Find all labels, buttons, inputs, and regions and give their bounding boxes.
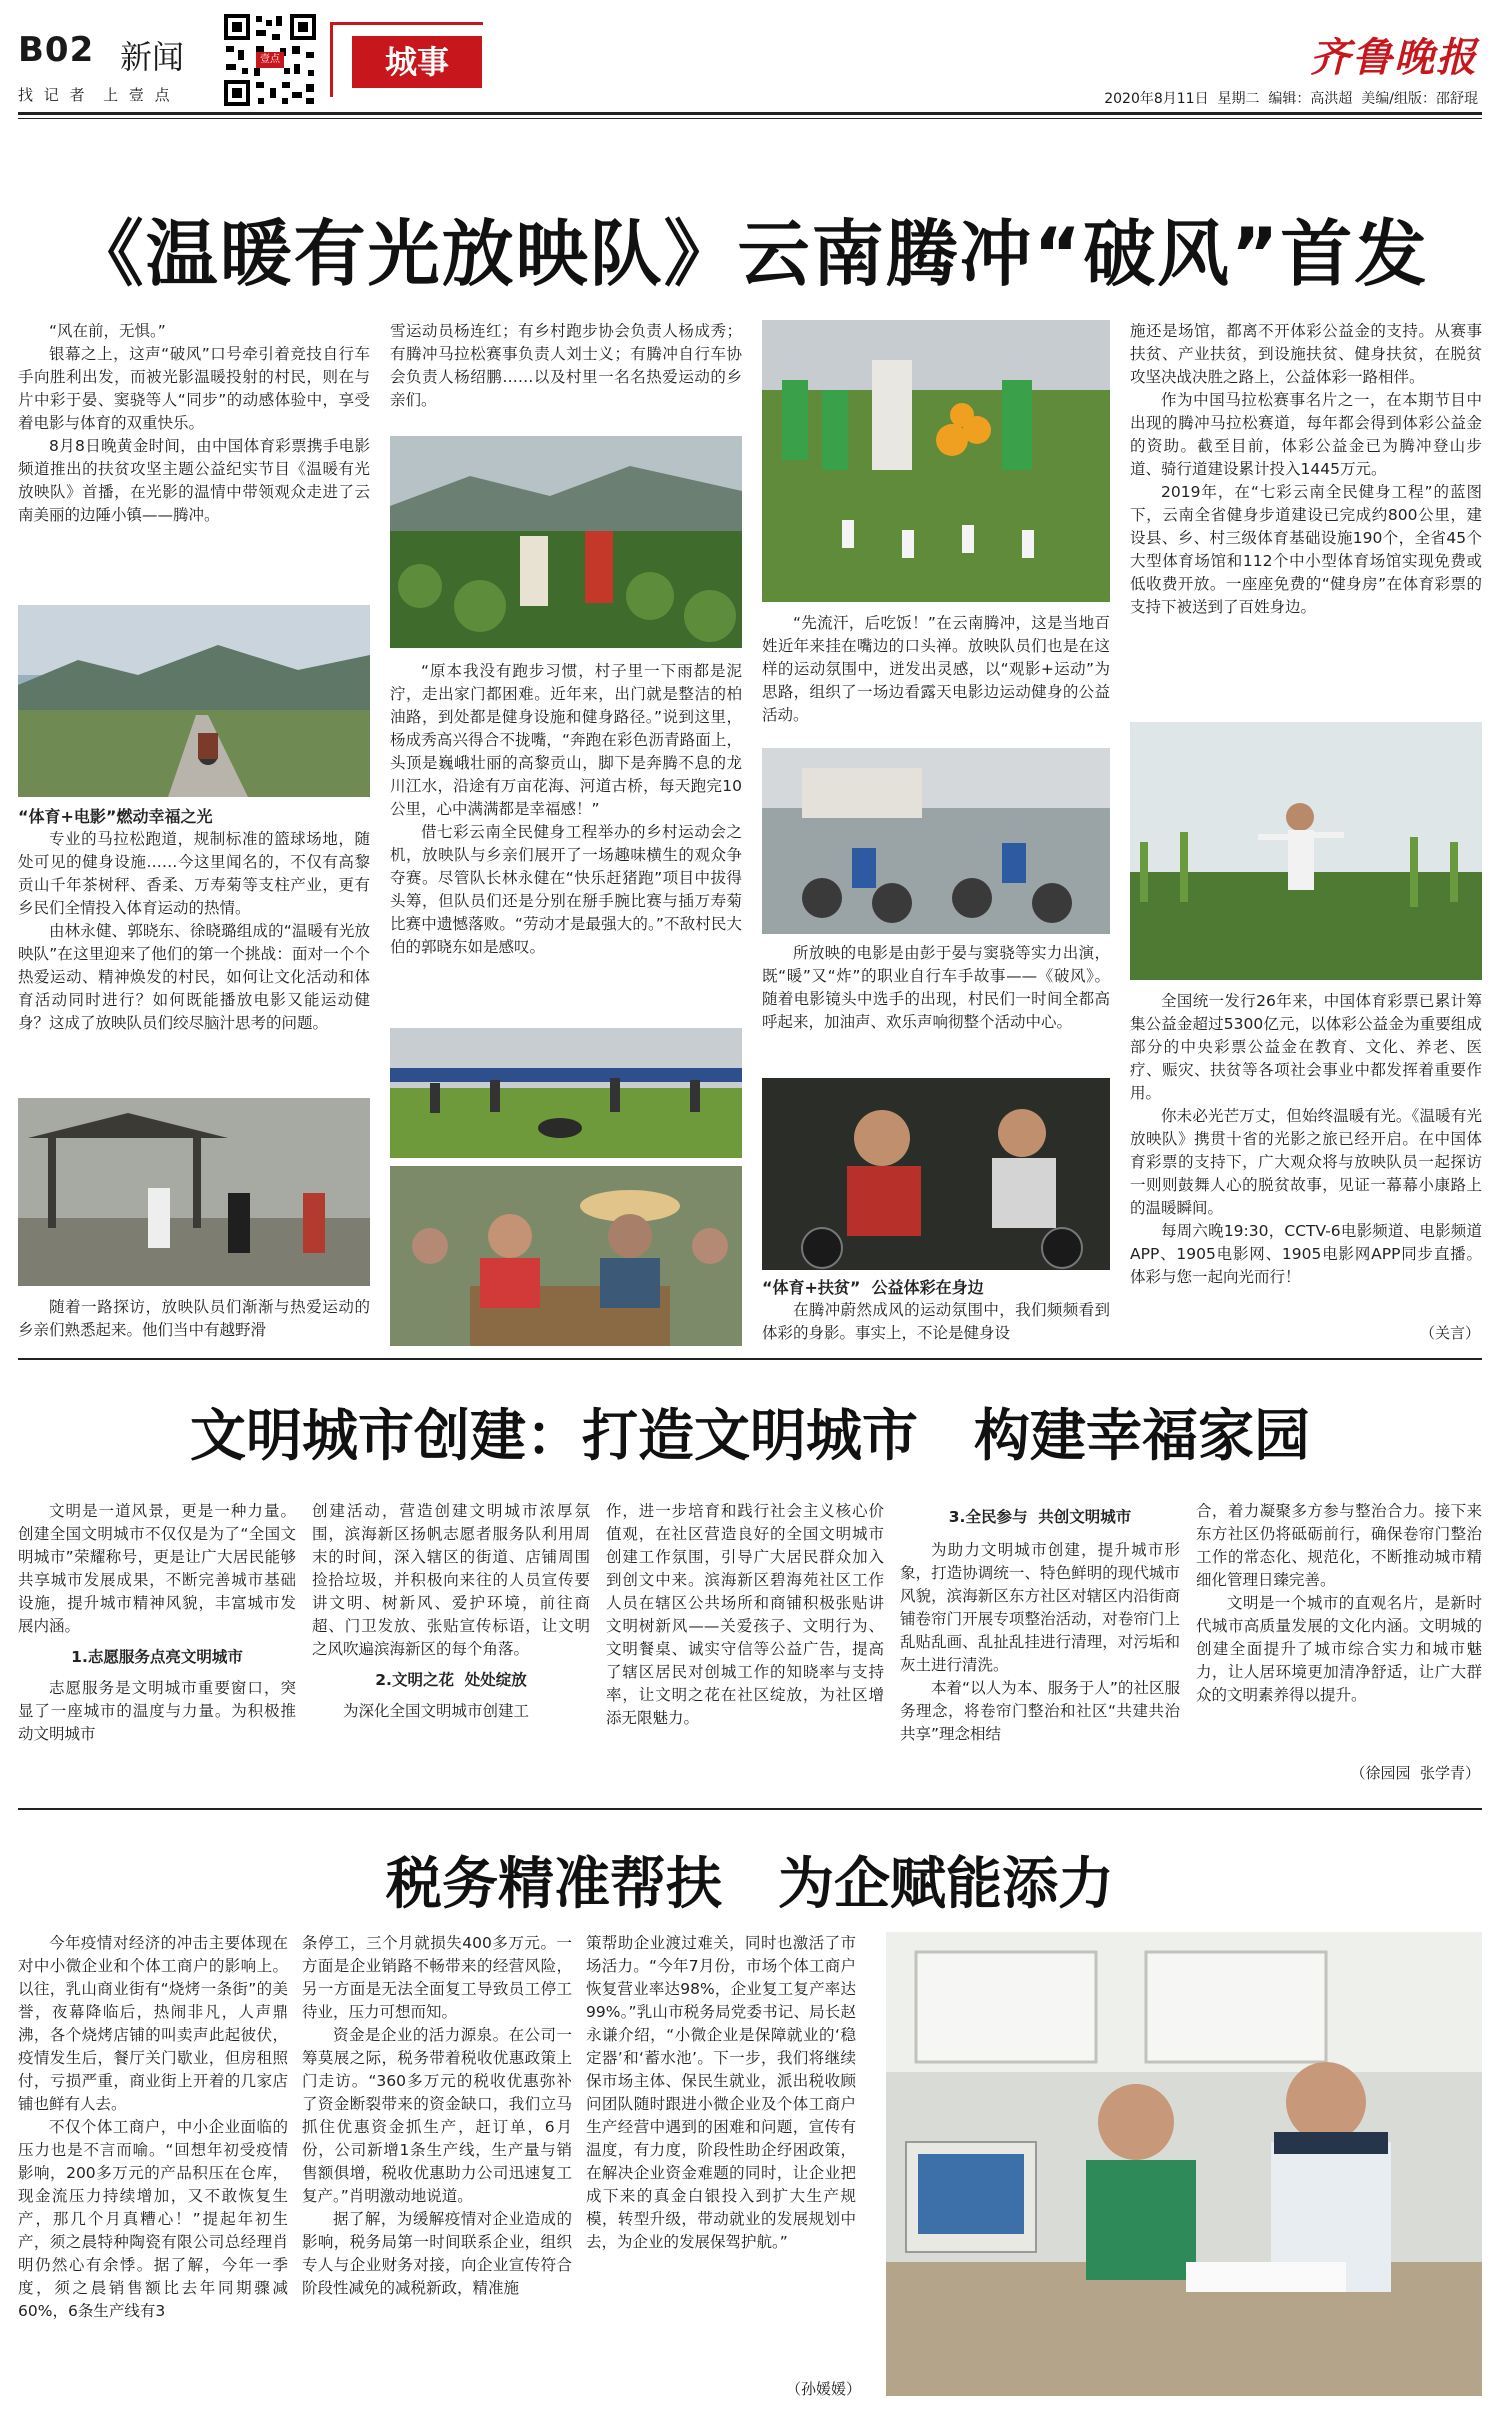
paragraph: 全国统一发行26年来，中国体育彩票已累计筹集公益金超过5300亿元，以体彩公益金为重要组成部分的中央彩票公益金在教育、文化、养老、医疗、赈灾、扶贫等各项社会事业中都发挥着重要作用。 <box>1130 992 1482 1102</box>
paragraph: 所放映的电影是由彭于晏与窦骁等实力出演，既“暖”又“炸”的职业自行车手故事——《破风》。随着电影镜头中选手的出现，村民们一时间全都高呼起来，加油声、欢乐声响彻整个活动中心。 <box>762 944 1110 1031</box>
slogan: 找 记 者 上 壹 点 <box>18 86 173 104</box>
page-number: B02 <box>18 30 95 70</box>
paragraph: 每周六晚19:30，CCTV-6电影频道、电影频道APP、1905电影网、1905电影网APP同步直播。体彩与您一起向光而行！ <box>1130 1222 1482 1286</box>
qr-code-icon <box>222 12 318 108</box>
photo-girl-in-field <box>1130 722 1482 980</box>
photo-pig-race <box>390 1028 742 1158</box>
paragraph: 作为中国马拉松赛事名片之一，在本期节目中出现的腾冲马拉松赛道，每年都会得到体彩公益金的资助。截至目前，体彩公益金已为腾冲登山步道、骑行道建设累计投入1445万元。 <box>1130 391 1482 478</box>
newspaper-logo: 齐鲁晚报 <box>1310 34 1478 81</box>
paragraph: 资金是企业的活力源泉。在公司一筹莫展之际，税务带着税收优惠政策上门走访。“360多万元的税收优惠弥补了资金断裂带来的资金缺口，我们立马抓住优惠资金抓生产，赶订单，6月份，公司新增1条生产线，生产量与销售额俱增，税收优惠助力公司迅速复工复产。”肖明激动地说道。 <box>302 2026 572 2205</box>
article1-col1-mid <box>18 805 370 1085</box>
photo-motorcycle-road <box>18 605 370 797</box>
article3-col2 <box>302 1932 572 2404</box>
date-line: 2020年8月11日 星期二 编辑：高洪超 美编/组版：邵舒琨 <box>1104 91 1478 107</box>
article1-col4-top <box>1130 320 1482 720</box>
paragraph: 为助力文明城市创建，提升城市形象，打造协调统一、特色鲜明的现代城市风貌，滨海新区东方社区对辖区内沿街商铺卷帘门开展专项整治活动，对卷帘门上乱贴乱画、乱扯乱挂进行清理，对污垢和灰土进行清洗。 <box>900 1541 1180 1674</box>
article1-col1-top <box>18 320 370 595</box>
subhead-volunteer: 1.志愿服务点亮文明城市 <box>71 1648 243 1666</box>
paragraph: 合，着力凝聚多方参与整治合力。接下来东方社区仍将砥砺前行，确保卷帘门整治工作的常态化、规范化，不断推动城市精细化管理日臻完善。 <box>1196 1502 1482 1589</box>
article3-headline: 税务精准帮扶 为企赋能添力 <box>386 1852 1114 1917</box>
paragraph: 本着“以人为本、服务于人”的社区服务理念，将卷帘门整治和社区“共建共治共享”理念相结 <box>900 1679 1180 1743</box>
qr-badge: 壹点 <box>260 54 280 65</box>
subhead-sports-poverty: “体育+扶贫” 公益体彩在身边 <box>762 1278 984 1297</box>
paragraph: 文明是一道风景，更是一种力量。创建全国文明城市不仅仅是为了“全国文明城市”荣耀称号，更是让广大居民能够共享城市发展成果，不断完善城市基础设施，提升城市精神风貌，丰富城市发展内涵。 <box>18 1502 296 1635</box>
article2-col1 <box>18 1500 296 1790</box>
paragraph: 随着一路探访，放映队员们渐渐与热爱运动的乡亲们熟悉起来。他们当中有越野滑 <box>18 1298 370 1339</box>
article1-col2-mid <box>390 660 742 1020</box>
article1-headline: 《温暖有光放映队》云南腾冲“破风”首发 <box>71 212 1429 296</box>
subhead-sports-film: “体育+电影”燃动幸福之光 <box>18 807 213 826</box>
article1-col4-bottom <box>1130 990 1482 1320</box>
paragraph: 文明是一个城市的直观名片，是新时代城市高质量发展的文化内涵。文明城的创建全面提升了城市综合实力和城市魅力，让人居环境更加清净舒适，让广大群众的文明素养得以提升。 <box>1196 1594 1482 1704</box>
photo-tobacco-field <box>390 436 742 648</box>
paragraph: 据了解，为缓解疫情对企业造成的影响，税务局第一时间联系企业，组织专人与企业财务对接，向企业宣传符合阶段性减免的减税新政，精准施 <box>302 2210 572 2297</box>
paragraph: 2019年，在“七彩云南全民健身工程”的蓝图下，云南全省健身步道建设已完成约800公里，建设县、乡、村三级体育基础设施190个，全省45个大型体育场馆和112个中小型体育场馆实现免费或低收费开放。一座座免费的“健身房”在体育彩票的支持下被送到了百姓身边。 <box>1130 483 1482 616</box>
article2-col3 <box>606 1500 884 1790</box>
paragraph: 借七彩云南全民健身工程举办的乡村运动会之机，放映队与乡亲们展开了一场趣味横生的观众争夺赛。尽管队长林永健在“快乐赶猪跑”项目中拔得头筹，但队员们还是分别在掰手腕比赛与插万寿菊比赛中遗憾落败。“劳动才是最强大的。”不敌村民大伯的郭晓东如是感叹。 <box>390 823 742 956</box>
photo-tax-office <box>886 1932 1482 2396</box>
paragraph: 条停工，三个月就损失400多万元。一方面是企业销路不畅带来的经营风险，另一方面是无法全面复工导致员工停工待业，压力可想而知。 <box>302 1934 572 2021</box>
paragraph: 由林永健、郭晓东、徐晓璐组成的“温暖有光放映队”在这里迎来了他们的第一个挑战：面对一个个热爱运动、精神焕发的村民，如何让文化活动和体育活动同时进行？如何既能播放电影又能运动健身？这成了放映队员们绞尽脑汁思考的问题。 <box>18 922 370 1032</box>
photo-cycling-crowd <box>762 748 1110 934</box>
subhead-participation: 3.全民参与 共创文明城市 <box>948 1508 1132 1526</box>
article1-col1-bottom <box>18 1296 370 1348</box>
article1-col3-bottom <box>762 1276 1110 1348</box>
paragraph: 志愿服务是文明城市重要窗口，突显了一座城市的温度与力量。为积极推动文明城市 <box>18 1679 296 1743</box>
photo-cyclists-night <box>762 1078 1110 1270</box>
paragraph: 你未必光芒万丈，但始终温暖有光。《温暖有光放映队》携贯十省的光影之旅已经开启。在中国体育彩票的支持下，广大观众将与放映队员一起探访一则则鼓舞人心的脱贫故事，见证一幕幕小康路上的温暖瞬间。 <box>1130 1107 1482 1217</box>
article2-col2 <box>312 1500 590 1790</box>
paragraph: 雪运动员杨连红；有乡村跑步协会负责人杨成秀；有腾冲马拉松赛事负责人刘士义；有腾冲自行车协会负责人杨绍鹏……以及村里一名名热爱运动的乡亲们。 <box>390 322 742 409</box>
article2-top-rule <box>18 1358 1482 1360</box>
paragraph: 8月8日晚黄金时间，由中国体育彩票携手电影频道推出的扶贫攻坚主题公益纪实节目《温暖有光放映队》首播，在光影的温情中带领观众走进了云南美丽的边陲小镇——腾冲。 <box>18 437 370 524</box>
article3-top-rule <box>18 1808 1482 1810</box>
article3-col1 <box>18 1932 288 2404</box>
column-tag-label: 城事 <box>384 43 449 81</box>
paragraph: 专业的马拉松跑道，规制标准的篮球场地，随处可见的健身设施……今这里闻名的，不仅有高黎贡山千年茶树秤、香柔、万寿菊等支柱产业，更有乡民们全情投入体育运动的热情。 <box>18 830 370 917</box>
photo-planting-flowers <box>762 320 1110 602</box>
article1-col2-top <box>390 320 742 430</box>
article2-byline: （徐园园 张学青） <box>1350 1764 1480 1782</box>
article2-headline: 文明城市创建：打造文明城市 构建幸福家园 <box>190 1404 1310 1469</box>
article1-col3-mid <box>762 612 1110 742</box>
paragraph: 在腾冲蔚然成风的运动氛围中，我们频频看到体彩的身影。事实上，不论是健身设 <box>762 1301 1110 1342</box>
photo-pavilion-walkers <box>18 1098 370 1286</box>
paragraph: 不仅个体工商户，中小企业面临的压力也是不言而喻。“回想年初受疫情影响，200多万元的产品积压在仓库，现金流压力持续增加，又不敢恢复生产，那几个月真糟心！”提起年初生产，须之晨特种陶瓷有限公司总经理肖明仍然心有余悸。据了解，今年一季度，须之晨销售额比去年同期骤减60%，6条生产线有3 <box>18 2118 288 2320</box>
paragraph: 今年疫情对经济的冲击主要体现在对中小微企业和个体工商户的影响上。以往，乳山商业街有“烧烤一条街”的美誉，夜幕降临后，热闹非凡，人声鼎沸，各个烧烤店铺的叫卖声此起彼伏，疫情发生后，餐厅关门歇业，但房租照付，亏损严重，商业街上开着的几家店铺也鲜有人去。 <box>18 1934 288 2113</box>
paragraph: 策帮助企业渡过难关，同时也激活了市场活力。“今年7月份，市场个体工商户恢复营业率达98%，企业复工复产率达99%。”乳山市税务局党委书记、局长赵永谦介绍，“小微企业是保障就业的‘稳定器’和‘蓄水池’。下一步，我们将继续保市场主体、保民生就业，派出税收顾问团队随时跟进小微企业及个体工商户生产经营中遇到的困难和问题，宣传有温度，有力度，阶段性助企纾困政策，在解决企业资金难题的同时，让企业把成下来的真金白银投入到扩大生产规模，转型升级，带动就业的发展规划中去，为企业的发展保驾护航。” <box>586 1934 856 2251</box>
section-name: 新闻 <box>120 38 185 76</box>
column-tag <box>352 36 482 88</box>
paragraph: “原本我没有跑步习惯，村子里一下雨都是泥泞，走出家门都困难。近年来，出门就是整洁的柏油路，到处都是健身设施和健身路径。”说到这里，杨成秀高兴得合不拢嘴，“奔跑在彩色沥青路面上，头顶是巍峨壮丽的高黎贡山，脚下是奔腾不息的龙川江水，沿途有万亩花海、河道古桥，每天跑完10公里，心中满满都是幸福感！” <box>390 662 742 818</box>
article1-byline: （关言） <box>1419 1324 1480 1342</box>
paragraph: “风在前，无惧。” <box>49 322 166 340</box>
article2-col4 <box>900 1500 1180 1790</box>
article1-col3-low <box>762 942 1110 1072</box>
photo-arm-wrestling <box>390 1166 742 1346</box>
article3-col3 <box>586 1932 856 2404</box>
paragraph: “先流汗，后吃饭！”在云南腾冲，这是当地百姓近年来挂在嘴边的口头禅。放映队员们也是在这样的运动氛围中，迸发出灵感，以“观影+运动”为思路，组织了一场边看露天电影边运动健身的公益活动。 <box>762 614 1110 724</box>
paragraph: 为深化全国文明城市创建工 <box>343 1702 530 1720</box>
masthead <box>0 0 1500 140</box>
masthead-rule-thin <box>18 118 1482 119</box>
article2-col5 <box>1196 1500 1482 1760</box>
paragraph: 创建活动，营造创建文明城市浓厚氛围，滨海新区扬帆志愿者服务队利用周末的时间，深入辖区的街道、店铺周围捡拾垃圾，并积极向来往的人员宣传要讲文明、树新风、爱护环境，前往商超、门卫发放、张贴宣传标语，让文明之风吹遍滨海新区的每个角落。 <box>312 1502 590 1658</box>
paragraph: 银幕之上，这声“破风”口号牵引着竞技自行车手向胜利出发，而被光影温暖投射的村民，则在与片中彩于晏、窦骁等人“同步”的动感体验中，享受着电影与体育的双重快乐。 <box>18 345 370 432</box>
article3-byline: （孙媛媛） <box>786 2380 862 2398</box>
subhead-civilization-flower: 2.文明之花 处处绽放 <box>375 1671 527 1689</box>
paragraph: 作，进一步培育和践行社会主义核心价值观，在社区营造良好的全国文明城市创建工作氛围，引导广大居民群众加入到创文中来。滨海新区碧海苑社区工作人员在辖区公共场所和商铺积极张贴讲文明树新风——关爱孩子、文明行为、文明餐桌、诚实守信等公益广告，提高了辖区居民对创城工作的知晓率与支持率，让文明之花在社区绽放，为社区增添无限魅力。 <box>606 1502 884 1727</box>
masthead-rule <box>18 112 1482 115</box>
paragraph: 施还是场馆，都离不开体彩公益金的支持。从赛事扶贫、产业扶贫，到设施扶贫、健身扶贫，在脱贫攻坚决战决胜之路上，公益体彩一路相伴。 <box>1130 322 1482 386</box>
